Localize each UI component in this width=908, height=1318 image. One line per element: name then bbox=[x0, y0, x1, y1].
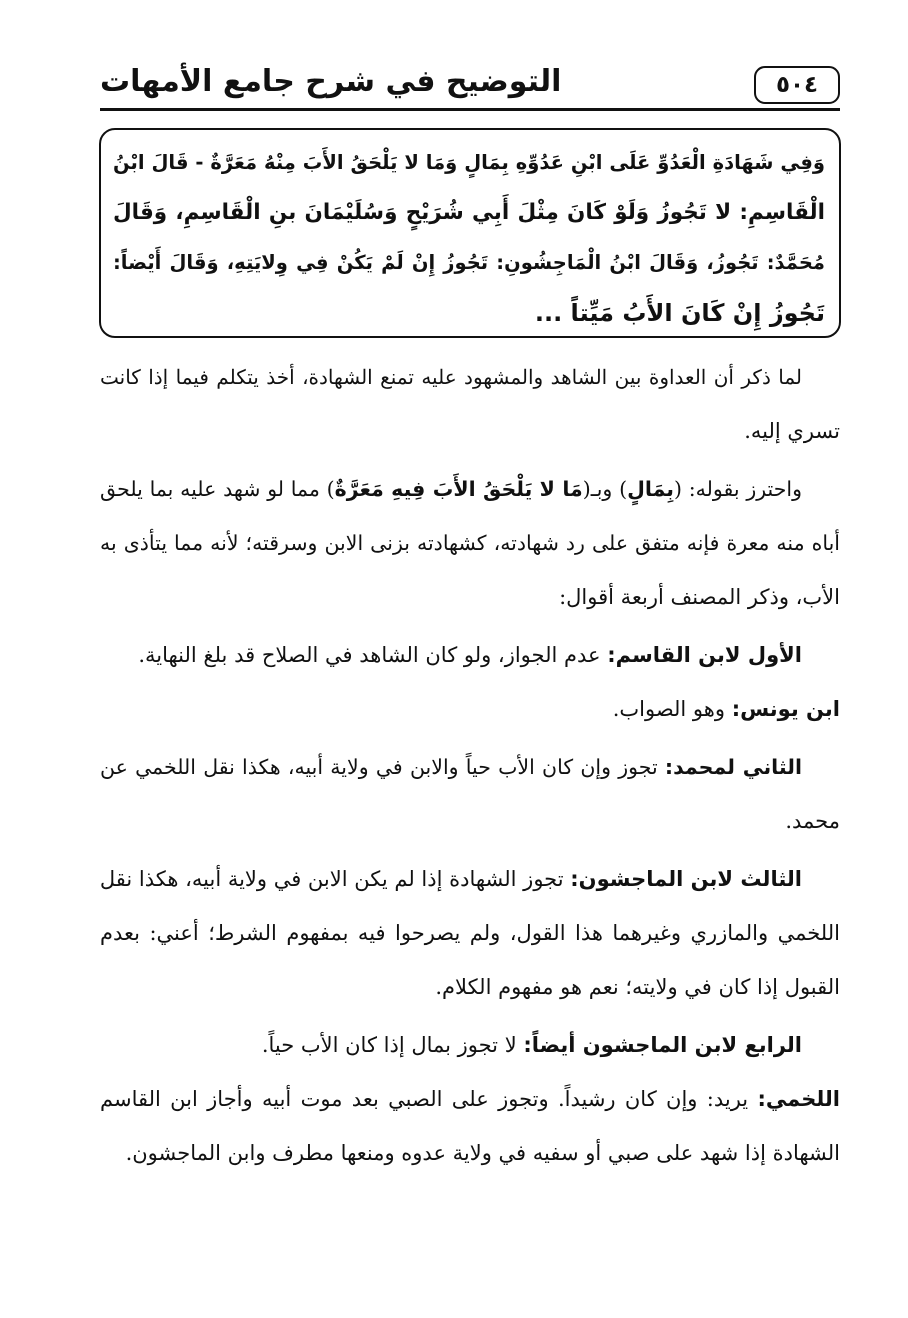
opinion-label: اللخمي: bbox=[757, 1087, 840, 1111]
header-rule bbox=[100, 108, 840, 111]
quoted-term: مَا لا يَلْحَقُ الأَبَ فِيهِ مَعَرَّةٌ bbox=[334, 477, 583, 501]
opinion-label: الأول لابن القاسم: bbox=[607, 643, 802, 667]
text-line bbox=[100, 628, 840, 682]
text-run: لا تجوز بمال إذا كان الأب حياً. bbox=[261, 1033, 524, 1057]
text-run: تجوز الشهادة إذا لم يكن الابن في ولاية أبيه، هكذا نقل bbox=[99, 867, 571, 891]
text-run: تجوز وإن كان الأب حياً والابن في ولاية أبيه، هكذا نقل اللخمي عن bbox=[100, 755, 665, 779]
text-line bbox=[100, 462, 840, 516]
opinion-label: الثالث لابن الماجشون: bbox=[570, 867, 802, 891]
text-run: عدم الجواز، ولو كان الشاهد في الصلاح قد بلغ النهاية. bbox=[138, 643, 608, 667]
page-header bbox=[100, 62, 840, 110]
matn-line: وَفِي شَهَادَةِ الْعَدُوِّ عَلَى ابْنِ عَدُوِّهِ بِمَالٍ وَمَا لا يَلْحَقُ الأَبَ مِنْهُ مَعَرَّةٌ - قَالَ ابْنُ bbox=[113, 151, 825, 174]
matn-line: تَجُوزُ إِنْ كَانَ الأَبُ مَيِّتاً ... bbox=[534, 299, 825, 327]
text-line: الأب، وذكر المصنف أربعة أقوال: bbox=[559, 585, 840, 609]
text-line: أباه منه معرة فإنه متفق على رد شهادته، كشهادته بزنى الابن وسرقته؛ لأنه مما يتأذى به bbox=[100, 531, 840, 555]
text-line: اللخمي والمازري وغيرهما هذا القول، ولم يصرحوا فيه بمفهوم الشرط؛ أعني: بعدم bbox=[100, 921, 840, 945]
text-line bbox=[100, 682, 840, 736]
text-line bbox=[100, 1072, 840, 1126]
text-run: ) وبـ( bbox=[582, 477, 628, 501]
opinion-label: الثاني لمحمد: bbox=[664, 755, 802, 779]
opinion-label: ابن يونس: bbox=[731, 697, 840, 721]
opinion-label: الرابع لابن الماجشون أيضاً: bbox=[523, 1033, 802, 1057]
text-run: يريد: وإن كان رشيداً. وتجوز على الصبي بعد موت أبيه وأجاز ابن القاسم bbox=[100, 1087, 758, 1111]
text-run: ) مما لو شهد عليه بما يلحق bbox=[100, 477, 335, 501]
text-line bbox=[100, 852, 840, 906]
commentary bbox=[100, 350, 840, 1180]
text-run: واحترز بقوله: ( bbox=[674, 477, 802, 501]
matn-line: الْقَاسِمِ: لا تَجُوزُ وَلَوْ كَانَ مِثْلَ أَبِي شُرَيْحٍ وَسُلَيْمَانَ بنِ الْقَاسِمِ، وَقَالَ bbox=[113, 200, 825, 225]
text-line: الشهادة إذا شهد على صبي أو سفيه في ولاية عدوه ومنعها مطرف وابن الماجشون. bbox=[125, 1141, 840, 1165]
quoted-term: بِمَالٍ bbox=[627, 477, 675, 501]
text-line bbox=[100, 1018, 840, 1072]
text-line: تسري إليه. bbox=[744, 419, 840, 443]
running-title: التوضيح في شرح جامع الأمهات bbox=[100, 64, 562, 99]
matn-line: مُحَمَّدٌ: تَجُوزُ، وَقَالَ ابْنُ الْمَاجِشُونِ: تَجُوزُ إِنْ لَمْ يَكُنْ فِي وِلايَتِهِ، وَقَالَ أَيْضاً: bbox=[113, 251, 825, 274]
matn-box bbox=[99, 128, 841, 338]
text-run: وهو الصواب. bbox=[612, 697, 732, 721]
text-line bbox=[100, 740, 840, 794]
page-number: ٥٠٤ bbox=[754, 66, 840, 104]
text-line: لما ذكر أن العداوة بين الشاهد والمشهود عليه تمنع الشهادة، أخذ يتكلم فيما إذا كانت bbox=[100, 365, 802, 389]
text-line: القبول إذا كان في ولايته؛ نعم هو مفهوم الكلام. bbox=[435, 975, 840, 999]
text-line: محمد. bbox=[785, 809, 840, 833]
